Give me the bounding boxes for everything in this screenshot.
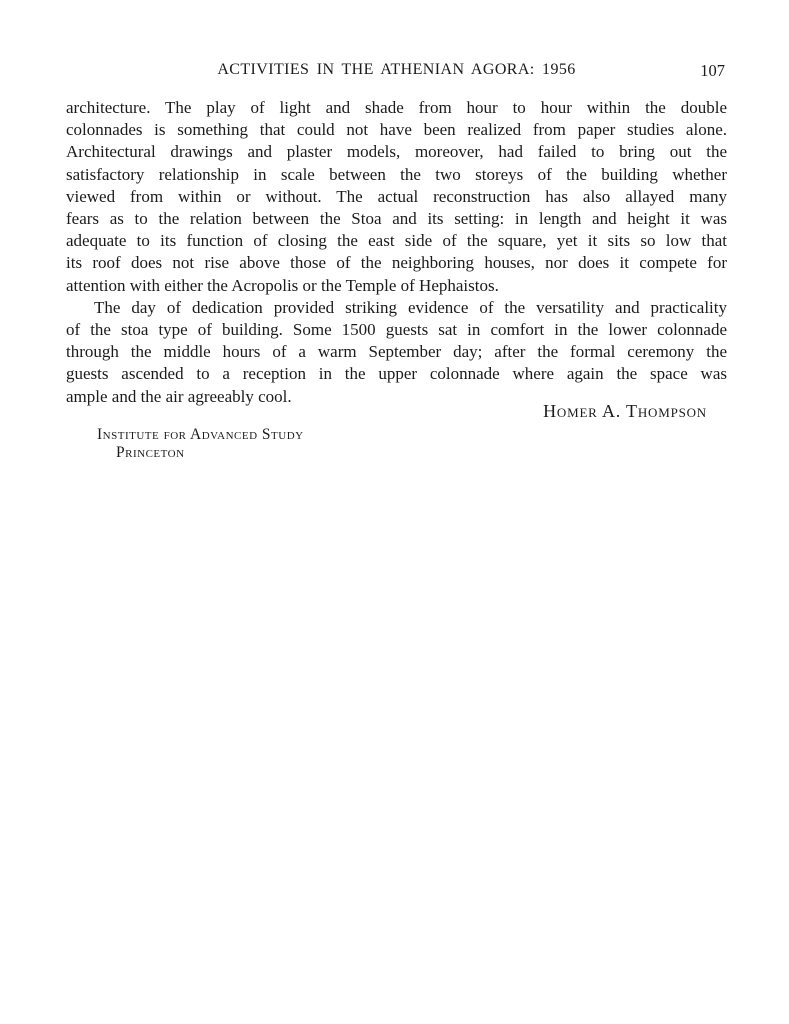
text-line: The day of dedication provided striking evidence of the versatility and practicality — [94, 297, 727, 317]
text-line: architecture. The play of light and shade from hour to hour within the double — [66, 98, 727, 117]
signature-block — [66, 401, 727, 422]
text-line: through the middle hours of a warm September day; after the formal ceremony the — [66, 342, 727, 362]
text-line: attention with either the Acropolis or the Temple of Hephaistos. — [66, 275, 499, 295]
text-line: viewed from within or without. The actual reconstruction has also allayed many — [66, 186, 727, 206]
text-line: ample and the air agreeably cool. — [66, 386, 292, 406]
institution-location: Princeton — [116, 444, 185, 461]
page-number: 107 — [700, 61, 725, 80]
text-line: colonnades is something that could not have been realized from paper studies alone. — [66, 120, 727, 140]
running-header — [66, 61, 727, 81]
paragraph-dedication — [66, 297, 727, 408]
text-line: guests ascended to a reception in the upper colonnade where again the space was — [66, 364, 727, 384]
affiliation-block — [97, 426, 304, 462]
text-line: satisfactory relationship in scale between the two storeys of the building whether — [66, 164, 727, 184]
body-text — [66, 97, 727, 408]
text-line: of the stoa type of building. Some 1500 guests sat in comfort in the lower colonnade — [66, 320, 727, 340]
text-line: Architectural drawings and plaster models, moreover, had failed to bring out the — [66, 142, 727, 162]
institution-name: Institute for Advanced Study — [97, 426, 304, 443]
paragraph-architecture — [66, 97, 727, 297]
text-line: fears as to the relation between the Stoa and its setting: in length and height it was — [66, 209, 727, 229]
text-line: adequate to its function of closing the east side of the square, yet it sits so low that — [66, 231, 727, 251]
text-line: its roof does not rise above those of the neighboring houses, nor does it compete for — [66, 253, 727, 273]
page-title: ACTIVITIES IN THE ATHENIAN AGORA: 1956 — [217, 61, 576, 78]
author-name: Homer A. Thompson — [543, 401, 707, 421]
